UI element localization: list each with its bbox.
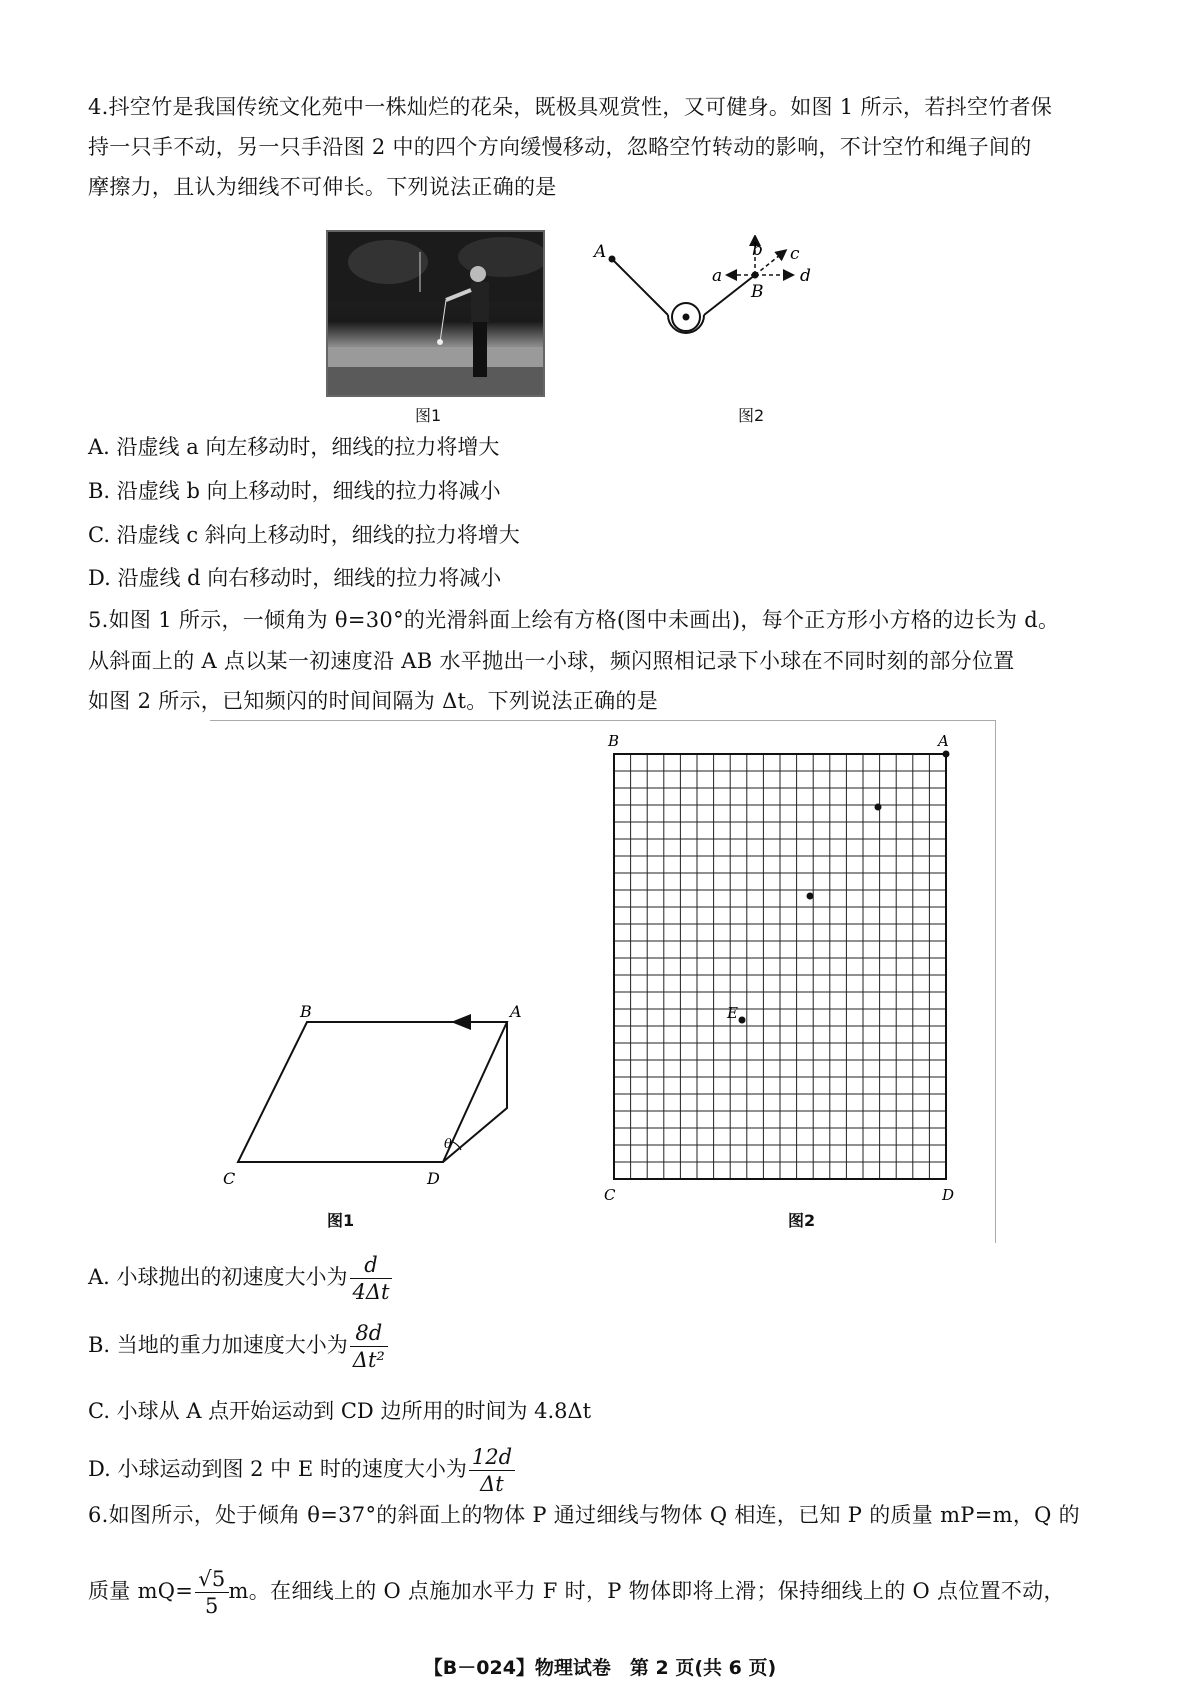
q4-line-3: 摩擦力，且认为细线不可伸长。下列说法正确的是 bbox=[88, 175, 557, 199]
q5-fig2-caption: 图2 bbox=[788, 1211, 816, 1230]
q5-option-a-fraction bbox=[350, 1252, 393, 1305]
fig2-label-A: A bbox=[938, 732, 949, 750]
label-d: d bbox=[800, 266, 811, 286]
ball-position-E bbox=[739, 1017, 746, 1024]
q5-option-d bbox=[88, 1444, 515, 1497]
ball-position-2 bbox=[875, 804, 882, 811]
fig1-label-B: B bbox=[300, 1002, 312, 1021]
q5-option-b bbox=[88, 1320, 388, 1373]
fraction-numerator: √5 bbox=[195, 1566, 228, 1593]
fig2-label-E: E bbox=[727, 1004, 738, 1022]
q5-option-a bbox=[88, 1252, 392, 1305]
kongzhu-photo-illustration bbox=[328, 232, 543, 395]
fraction-numerator: d bbox=[350, 1252, 393, 1279]
fig1-label-theta: θ bbox=[444, 1137, 452, 1152]
fraction-denominator: Δt bbox=[480, 1472, 504, 1496]
fig2-label-B: B bbox=[608, 732, 620, 750]
fig1-label-A: A bbox=[510, 1002, 522, 1021]
point-a bbox=[609, 256, 616, 263]
q5-option-d-text: D. 小球运动到图 2 中 E 时的速度大小为 bbox=[88, 1457, 467, 1481]
q5-line-1: 5.如图 1 所示，一倾角为 θ=30°的光滑斜面上绘有方格(图中未画出)，每个正方形小方格的边长为 d。 bbox=[88, 608, 1060, 632]
fraction-numerator: 8d bbox=[350, 1320, 388, 1347]
q5-option-b-text: B. 当地的重力加速度大小为 bbox=[88, 1333, 348, 1357]
q5-fig2-grid bbox=[600, 730, 960, 1200]
label-A: A bbox=[594, 242, 607, 262]
label-c: c bbox=[790, 244, 800, 264]
label-B: B bbox=[751, 282, 764, 302]
q6-line-1: 6.如图所示，处于倾角 θ=37°的斜面上的物体 P 通过细线与物体 Q 相连，已知 P 的质量 mP=m，Q 的 bbox=[88, 1503, 1080, 1527]
label-a: a bbox=[712, 266, 723, 286]
page-footer: 【B－024】物理试卷 第 2 页(共 6 页) bbox=[423, 1657, 777, 1679]
q6-line-2-rest: m。在细线上的 O 点施加水平力 F 时，P 物体即将上滑；保持细线上的 O 点位置不动， bbox=[228, 1579, 1065, 1603]
fraction-numerator: 12d bbox=[469, 1444, 515, 1471]
q4-option-d: D. 沿虚线 d 向右移动时，细线的拉力将减小 bbox=[88, 566, 502, 590]
q4-fig1-photo bbox=[326, 230, 545, 397]
q5-option-d-fraction bbox=[469, 1444, 515, 1497]
fig1-label-D: D bbox=[427, 1169, 440, 1188]
q5-option-b-fraction bbox=[350, 1320, 388, 1373]
q6-line-2 bbox=[88, 1566, 1065, 1619]
q4-fig2-diagram bbox=[580, 235, 860, 410]
q4-fig2-caption: 图2 bbox=[738, 406, 765, 425]
q5-fig1-caption: 图1 bbox=[327, 1211, 355, 1230]
q5-option-a-text: A. 小球抛出的初速度大小为 bbox=[88, 1265, 348, 1289]
q4-line-1: 4.抖空竹是我国传统文化苑中一株灿烂的花朵，既极具观赏性，又可健身。如图 1 所示，若抖空竹者保 bbox=[88, 95, 1053, 119]
q4-line-2: 持一只手不动，另一只手沿图 2 中的四个方向缓慢移动，忽略空竹转动的影响，不计空竹和绳子间的 bbox=[88, 135, 1032, 159]
ball-position-A bbox=[943, 751, 950, 758]
fraction-denominator: 4Δt bbox=[352, 1280, 390, 1304]
q4-fig1-caption: 图1 bbox=[415, 406, 442, 425]
q5-line-2: 从斜面上的 A 点以某一初速度沿 AB 水平抛出一小球，频闪照相记录下小球在不同时刻的部分位置 bbox=[88, 649, 1015, 673]
fig2-label-C: C bbox=[604, 1186, 616, 1200]
grid-lines bbox=[614, 754, 946, 1179]
q5-option-c: C. 小球从 A 点开始运动到 CD 边所用的时间为 4.8Δt bbox=[88, 1399, 592, 1423]
label-b: b bbox=[752, 240, 763, 260]
q4-option-b: B. 沿虚线 b 向上移动时，细线的拉力将减小 bbox=[88, 479, 501, 503]
q6-mass-fraction bbox=[195, 1566, 228, 1619]
string-left bbox=[612, 259, 668, 315]
q5-fig1-incline bbox=[215, 1000, 535, 1200]
ball-position-3 bbox=[807, 893, 814, 900]
fraction-denominator: 5 bbox=[205, 1594, 219, 1618]
q4-option-a: A. 沿虚线 a 向左移动时，细线的拉力将增大 bbox=[88, 435, 500, 459]
fig1-label-C: C bbox=[223, 1169, 236, 1188]
q6-mass-label: 质量 mQ= bbox=[88, 1579, 194, 1603]
fig2-label-D: D bbox=[942, 1186, 955, 1200]
fraction-denominator: Δt² bbox=[352, 1348, 385, 1372]
q5-line-3: 如图 2 所示，已知频闪的时间间隔为 Δt。下列说法正确的是 bbox=[88, 689, 658, 713]
q4-option-c: C. 沿虚线 c 斜向上移动时，细线的拉力将增大 bbox=[88, 523, 520, 547]
